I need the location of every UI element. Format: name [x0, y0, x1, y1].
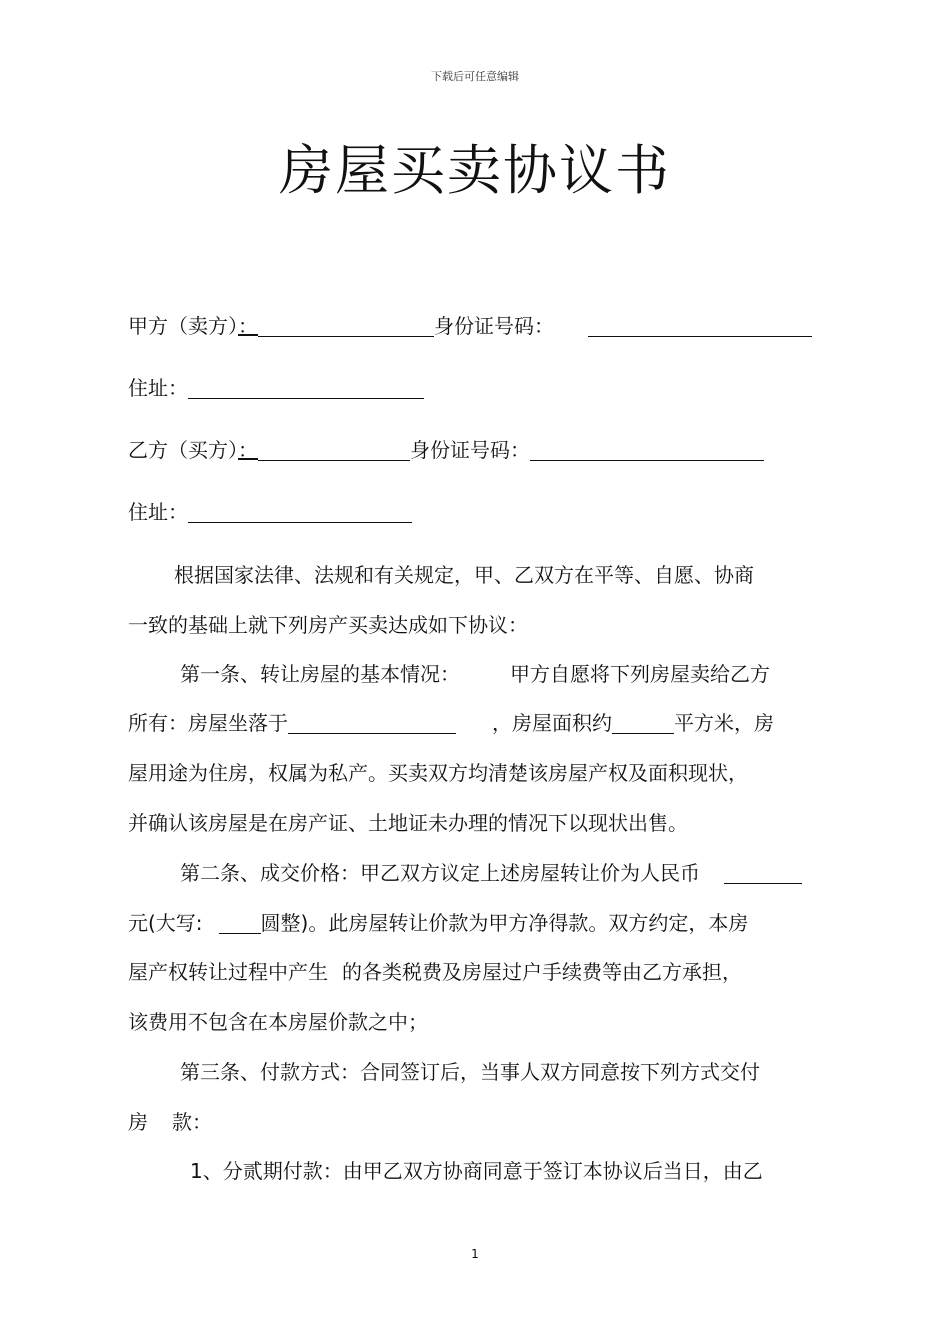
article1-location-label: 所有：房屋坐落于: [128, 711, 288, 735]
house-location-blank[interactable]: [288, 713, 456, 734]
party-a-line: [128, 312, 812, 340]
document-title: 房屋买卖协议书: [279, 139, 671, 202]
intro-line-2: 一致的基础上就下列房产买卖达成如下协议：: [128, 613, 528, 637]
party-b-address-label: 住址：: [128, 500, 188, 524]
header-note: 下载后可任意编辑: [431, 70, 519, 83]
party-b-address-blank[interactable]: [188, 502, 412, 523]
party-a-colon: ：: [238, 314, 258, 338]
party-a-name-blank[interactable]: [258, 316, 434, 337]
party-b-colon: ：: [238, 438, 258, 462]
party-a-id-label: 身份证号码：: [434, 314, 554, 338]
article2-line-1: [180, 859, 802, 887]
article3-line-1: 第三条、付款方式：合同签订后，当事人双方同意按下列方式交付: [180, 1060, 760, 1084]
article3-line-2a: 房: [128, 1110, 148, 1134]
party-b-label: 乙方（买方）: [128, 438, 238, 462]
article3-line-2: [128, 1108, 212, 1136]
party-b-line: [128, 436, 764, 464]
article1-line-4: 并确认该房屋是在房产证、土地证未办理的情况下以现状出售。: [128, 811, 688, 835]
house-area-blank[interactable]: [612, 713, 674, 734]
price-number-blank[interactable]: [724, 863, 802, 884]
article3-line-2b: 款：: [172, 1110, 212, 1134]
page-number: 1: [471, 1247, 479, 1261]
party-a-address-label: 住址：: [128, 376, 188, 400]
intro-line-1: 根据国家法律、法规和有关规定，甲、乙双方在平等、自愿、协商: [174, 563, 754, 587]
article2-line-4: 该费用不包含在本房屋价款之中；: [128, 1010, 428, 1034]
article1-line-3: 屋用途为住房，权属为私产。买卖双方均清楚该房屋产权及面积现状，: [128, 761, 748, 785]
party-a-label: 甲方（卖方）: [128, 314, 238, 338]
party-a-address-blank[interactable]: [188, 378, 424, 399]
party-a-id-blank[interactable]: [588, 316, 812, 337]
article1-area-label: ，房屋面积约: [492, 711, 612, 735]
article2-price-words-label: 元(大写:: [128, 911, 203, 935]
item1-line-1: 1、分贰期付款：由甲乙双方协商同意于签订本协议后当日，由乙: [190, 1159, 763, 1183]
article2-line-2: [128, 909, 748, 937]
article1-line-1: [180, 660, 770, 688]
article2-heading: 第二条、成交价格：甲乙双方议定上述房屋转让价为人民币: [180, 861, 700, 885]
article1-line-2: [128, 709, 774, 737]
article1-area-unit: 平方米，房: [674, 711, 774, 735]
article1-heading: 第一条、转让房屋的基本情况：: [180, 662, 460, 686]
price-words-blank[interactable]: [219, 913, 261, 934]
article1-line-1-text: 甲方自愿将下列房屋卖给乙方: [510, 662, 770, 686]
article2-line-3b: 的各类税费及房屋过户手续费等由乙方承担，: [342, 960, 742, 984]
party-a-address-line: [128, 374, 424, 402]
party-b-name-blank[interactable]: [258, 440, 410, 461]
article2-line-3: [128, 958, 742, 986]
party-b-id-label: 身份证号码：: [410, 438, 530, 462]
party-b-address-line: [128, 498, 412, 526]
article2-line-2-text: 圆整)。此房屋转让价款为甲方净得款。双方约定，本房: [260, 911, 749, 935]
party-b-id-blank[interactable]: [530, 440, 764, 461]
article2-line-3a: 屋产权转让过程中产生: [128, 960, 328, 984]
